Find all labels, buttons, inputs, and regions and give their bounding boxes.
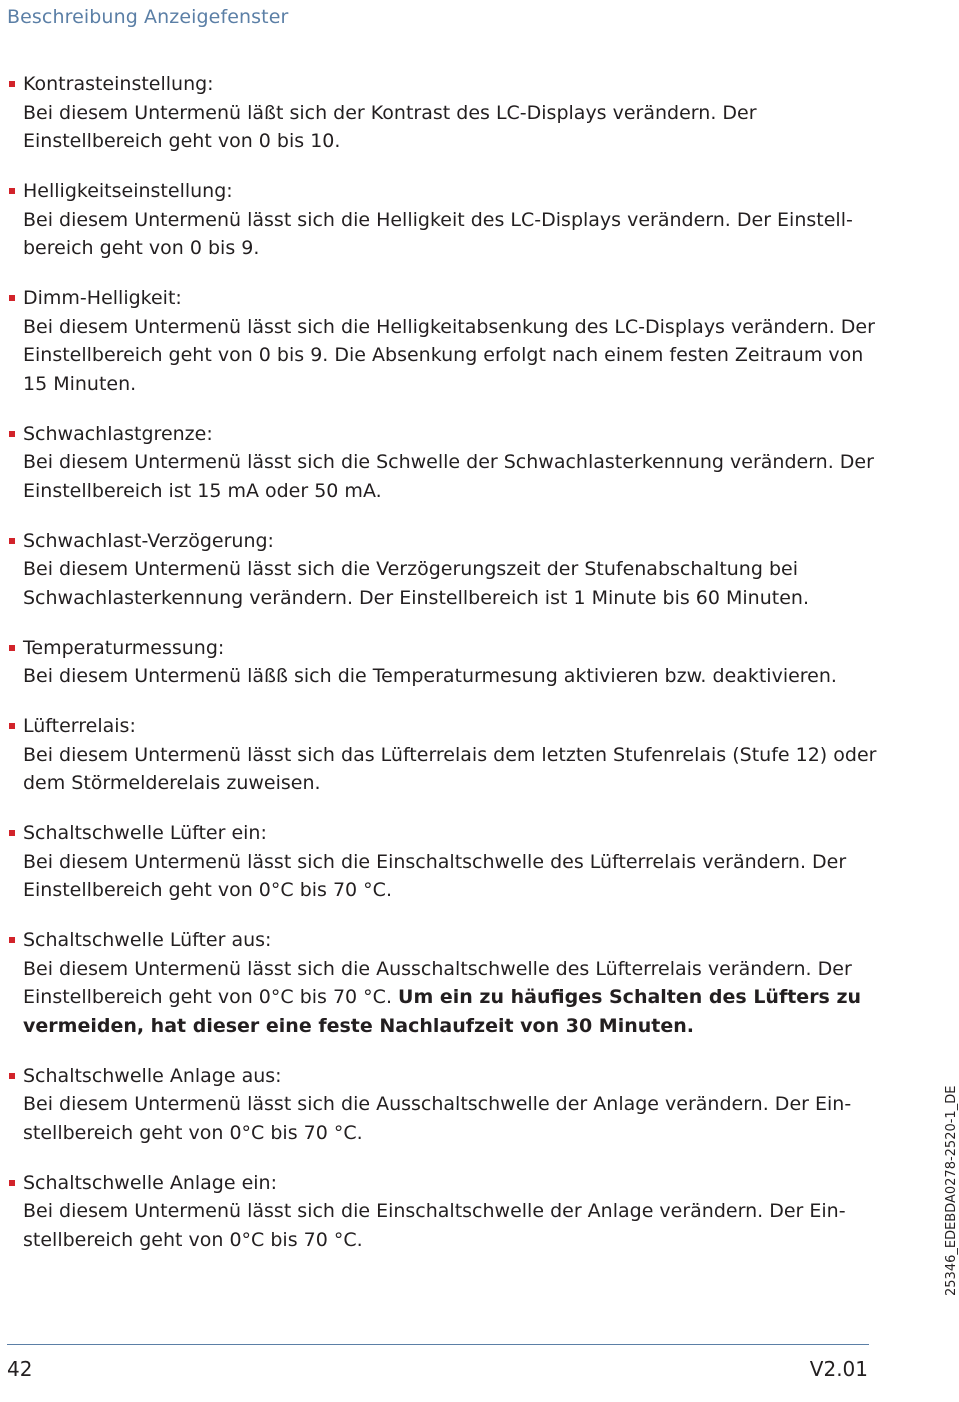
- list-item-schaltschwelle-luefter-aus: [0, 926, 880, 1040]
- item-title: Schaltschwelle Lüfter ein:: [23, 822, 267, 844]
- list-item-schaltschwelle-anlage-ein: [0, 1169, 880, 1255]
- footer-divider: [7, 1344, 869, 1345]
- document-code-vertical: 25346_EDEBDA0278-2520-1_DE: [944, 1085, 959, 1296]
- bullet-square: [9, 295, 15, 301]
- bullet-square: [9, 1073, 15, 1079]
- bullet-square: [9, 538, 15, 544]
- bullet-square: [9, 431, 15, 437]
- item-description: Bei diesem Untermenü lässt sich die Helligkeit des LC-Displays verändern. Der Einstellbereich geht von 0 bis 9.: [23, 208, 853, 259]
- item-title: Kontrasteinstellung:: [23, 73, 214, 95]
- list-item-helligkeitseinstellung: [0, 177, 880, 263]
- menu-description-list: [0, 70, 880, 1276]
- item-bold-note: Um ein zu häufiges Schalten des Lüfters zu vermeiden, hat dieser eine feste Nachlaufzeit von 30 Minuten.: [23, 986, 862, 1037]
- list-item-temperaturmessung: [0, 634, 880, 691]
- item-description: Bei diesem Untermenü lässt sich das Lüfterrelais dem letzten Stufenrelais (Stufe 12) oder dem Störmelderelais zuweisen.: [23, 743, 877, 794]
- item-description: Bei diesem Untermenü lässt sich die Helligkeitabsenkung des LC-Displays verändern. Der Einstellbereich geht von 0 bis 9. Die Absenkung erfolgt nach einem festen Zeitraum von 15 Minuten.: [23, 315, 875, 395]
- bullet-square: [9, 188, 15, 194]
- bullet-square: [9, 937, 15, 943]
- item-description: Bei diesem Untermenü lässt sich die Verzögerungszeit der Stufenabschaltung bei Schwachlasterkennung verändern. Der Einstellbereich ist 1 Minute bis 60 Minuten.: [23, 558, 809, 609]
- bullet-square: [9, 645, 15, 651]
- item-description: Bei diesem Untermenü lässt sich die Einschaltschwelle des Lüfterrelais verändern. Der Einstellbereich geht von 0°C bis 70 °C.: [23, 850, 847, 901]
- item-title: Dimm-Helligkeit:: [23, 287, 182, 309]
- item-title: Helligkeitseinstellung:: [23, 180, 233, 202]
- item-description: Bei diesem Untermenü lässt sich die Einschaltschwelle der Anlage verändern. Der Einstellbereich geht von 0°C bis 70 °C.: [23, 1200, 846, 1251]
- page-number: 42: [7, 1357, 33, 1381]
- bullet-square: [9, 81, 15, 87]
- list-item-schwachlast-verzoegerung: [0, 527, 880, 613]
- item-description: Bei diesem Untermenü läßt sich der Kontrast des LC-Displays verändern. Der Einstellbereich geht von 0 bis 10.: [23, 101, 757, 152]
- item-title: Schwachlast-Verzögerung:: [23, 529, 274, 552]
- list-item-luefterrelais: [0, 712, 880, 798]
- item-description: Bei diesem Untermenü lässt sich die Ausschaltschwelle der Anlage verändern. Der Einstellbereich geht von 0°C bis 70 °C.: [23, 1093, 852, 1144]
- item-title: Schaltschwelle Lüfter aus:: [23, 929, 272, 951]
- item-description: Bei diesem Untermenü lässt sich die Ausschaltschwelle des Lüfterrelais verändern. Der Einstellbereich geht von 0°C bis 70 °C. Um ein zu häufiges Schalten des Lüfters zu vermeiden, hat dieser eine feste Nachlaufzeit von 30 Minuten.: [23, 957, 862, 1037]
- item-title: Lüfterrelais:: [23, 715, 136, 737]
- document-version: V2.01: [809, 1357, 868, 1381]
- bullet-square: [9, 830, 15, 836]
- item-title: Schaltschwelle Anlage ein:: [23, 1171, 277, 1194]
- item-description: Bei diesem Untermenü läßß sich die Temperaturmesung aktivieren bzw. deaktivieren.: [23, 665, 837, 687]
- item-description: Bei diesem Untermenü lässt sich die Schwelle der Schwachlasterkennung verändern. Der Einstellbereich ist 15 mA oder 50 mA.: [23, 451, 874, 502]
- list-item-schaltschwelle-anlage-aus: [0, 1062, 880, 1148]
- list-item-schwachlastgrenze: [0, 420, 880, 506]
- bullet-square: [9, 723, 15, 729]
- list-item-dimm-helligkeit: [0, 284, 880, 398]
- item-title: Schwachlastgrenze:: [23, 422, 213, 445]
- page-header-title: Beschreibung Anzeigefenster: [7, 6, 289, 28]
- bullet-square: [9, 1180, 15, 1186]
- item-title: Schaltschwelle Anlage aus:: [23, 1064, 282, 1087]
- list-item-schaltschwelle-luefter-ein: [0, 819, 880, 905]
- item-title: Temperaturmessung:: [23, 636, 225, 659]
- list-item-kontrasteinstellung: [0, 70, 880, 156]
